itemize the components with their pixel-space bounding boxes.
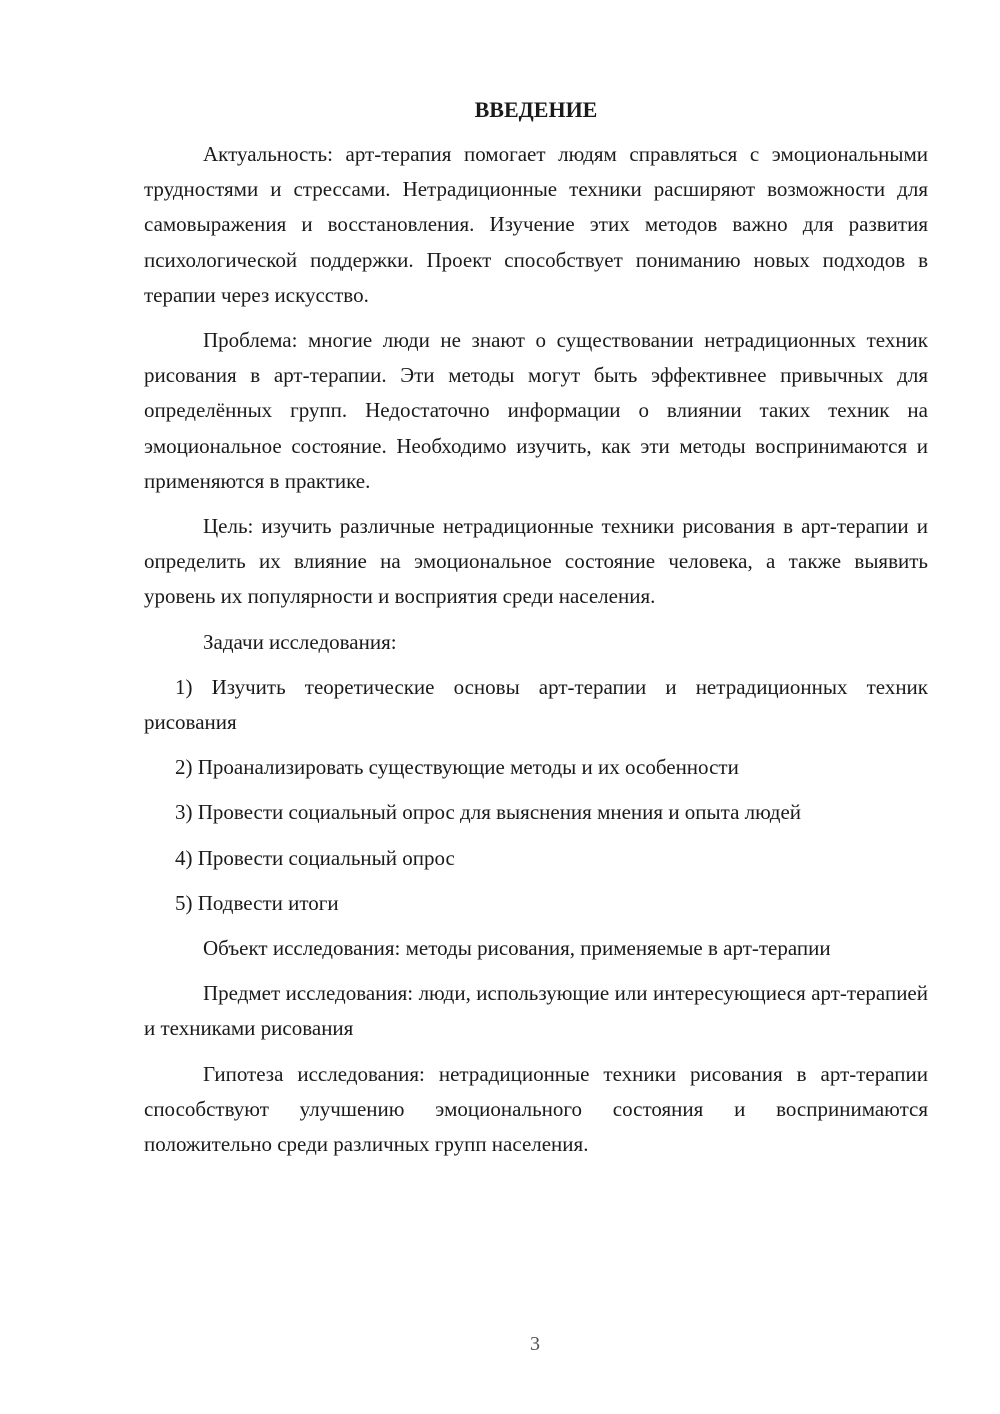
task-item-4: 4) Провести социальный опрос <box>175 845 455 870</box>
page-content <box>144 92 928 1172</box>
paragraph-hypothesis: Гипотеза исследования: нетрадиционные техники рисования в арт-терапии способствуют улучшению эмоционального состояния и воспринимаются положительно среди различных групп населения. <box>144 1061 928 1157</box>
task-item-2: 2) Проанализировать существующие методы и их особенности <box>175 755 739 780</box>
section-title: ВВЕДЕНИЕ <box>474 97 598 122</box>
task-item-5: 5) Подвести итоги <box>175 890 339 915</box>
task-item-3: 3) Провести социальный опрос для выяснения мнения и опыта людей <box>175 800 802 825</box>
paragraph-tasks-heading: Задачи исследования: <box>203 629 397 654</box>
task-item-1: 1) Изучить теоретические основы арт-терапии и нетрадиционных техник рисования <box>144 674 928 735</box>
page-number: 3 <box>530 1333 540 1355</box>
paragraph-subject: Предмет исследования: люди, использующие или интересующиеся арт-терапией и техниками рисования <box>144 981 928 1041</box>
paragraph-problem: Проблема: многие люди не знают о существовании нетрадиционных техник рисования в арт-терапии. Эти методы могут быть эффективнее привычных для определённых групп. Недостаточно информации о влиянии таких техник на эмоциональное состояние. Необходимо изучить, как эти методы воспринимаются и применяются в практике. <box>144 328 928 493</box>
paragraph-goal: Цель: изучить различные нетрадиционные техники рисования в арт-терапии и определить их влияние на эмоциональное состояние человека, а также выявить уровень их популярности и восприятия среди населения. <box>144 514 928 609</box>
paragraph-object: Объект исследования: методы рисования, применяемые в арт-терапии <box>203 936 831 961</box>
paragraph-relevance: Актуальность: арт-терапия помогает людям справляться с эмоциональными трудностями и стрессами. Нетрадиционные техники расширяют возможности для самовыражения и восстановления. Изучение этих методов важно для развития психологической поддержки. Проект способствует пониманию новых подходов в терапии через искусство. <box>144 142 928 307</box>
